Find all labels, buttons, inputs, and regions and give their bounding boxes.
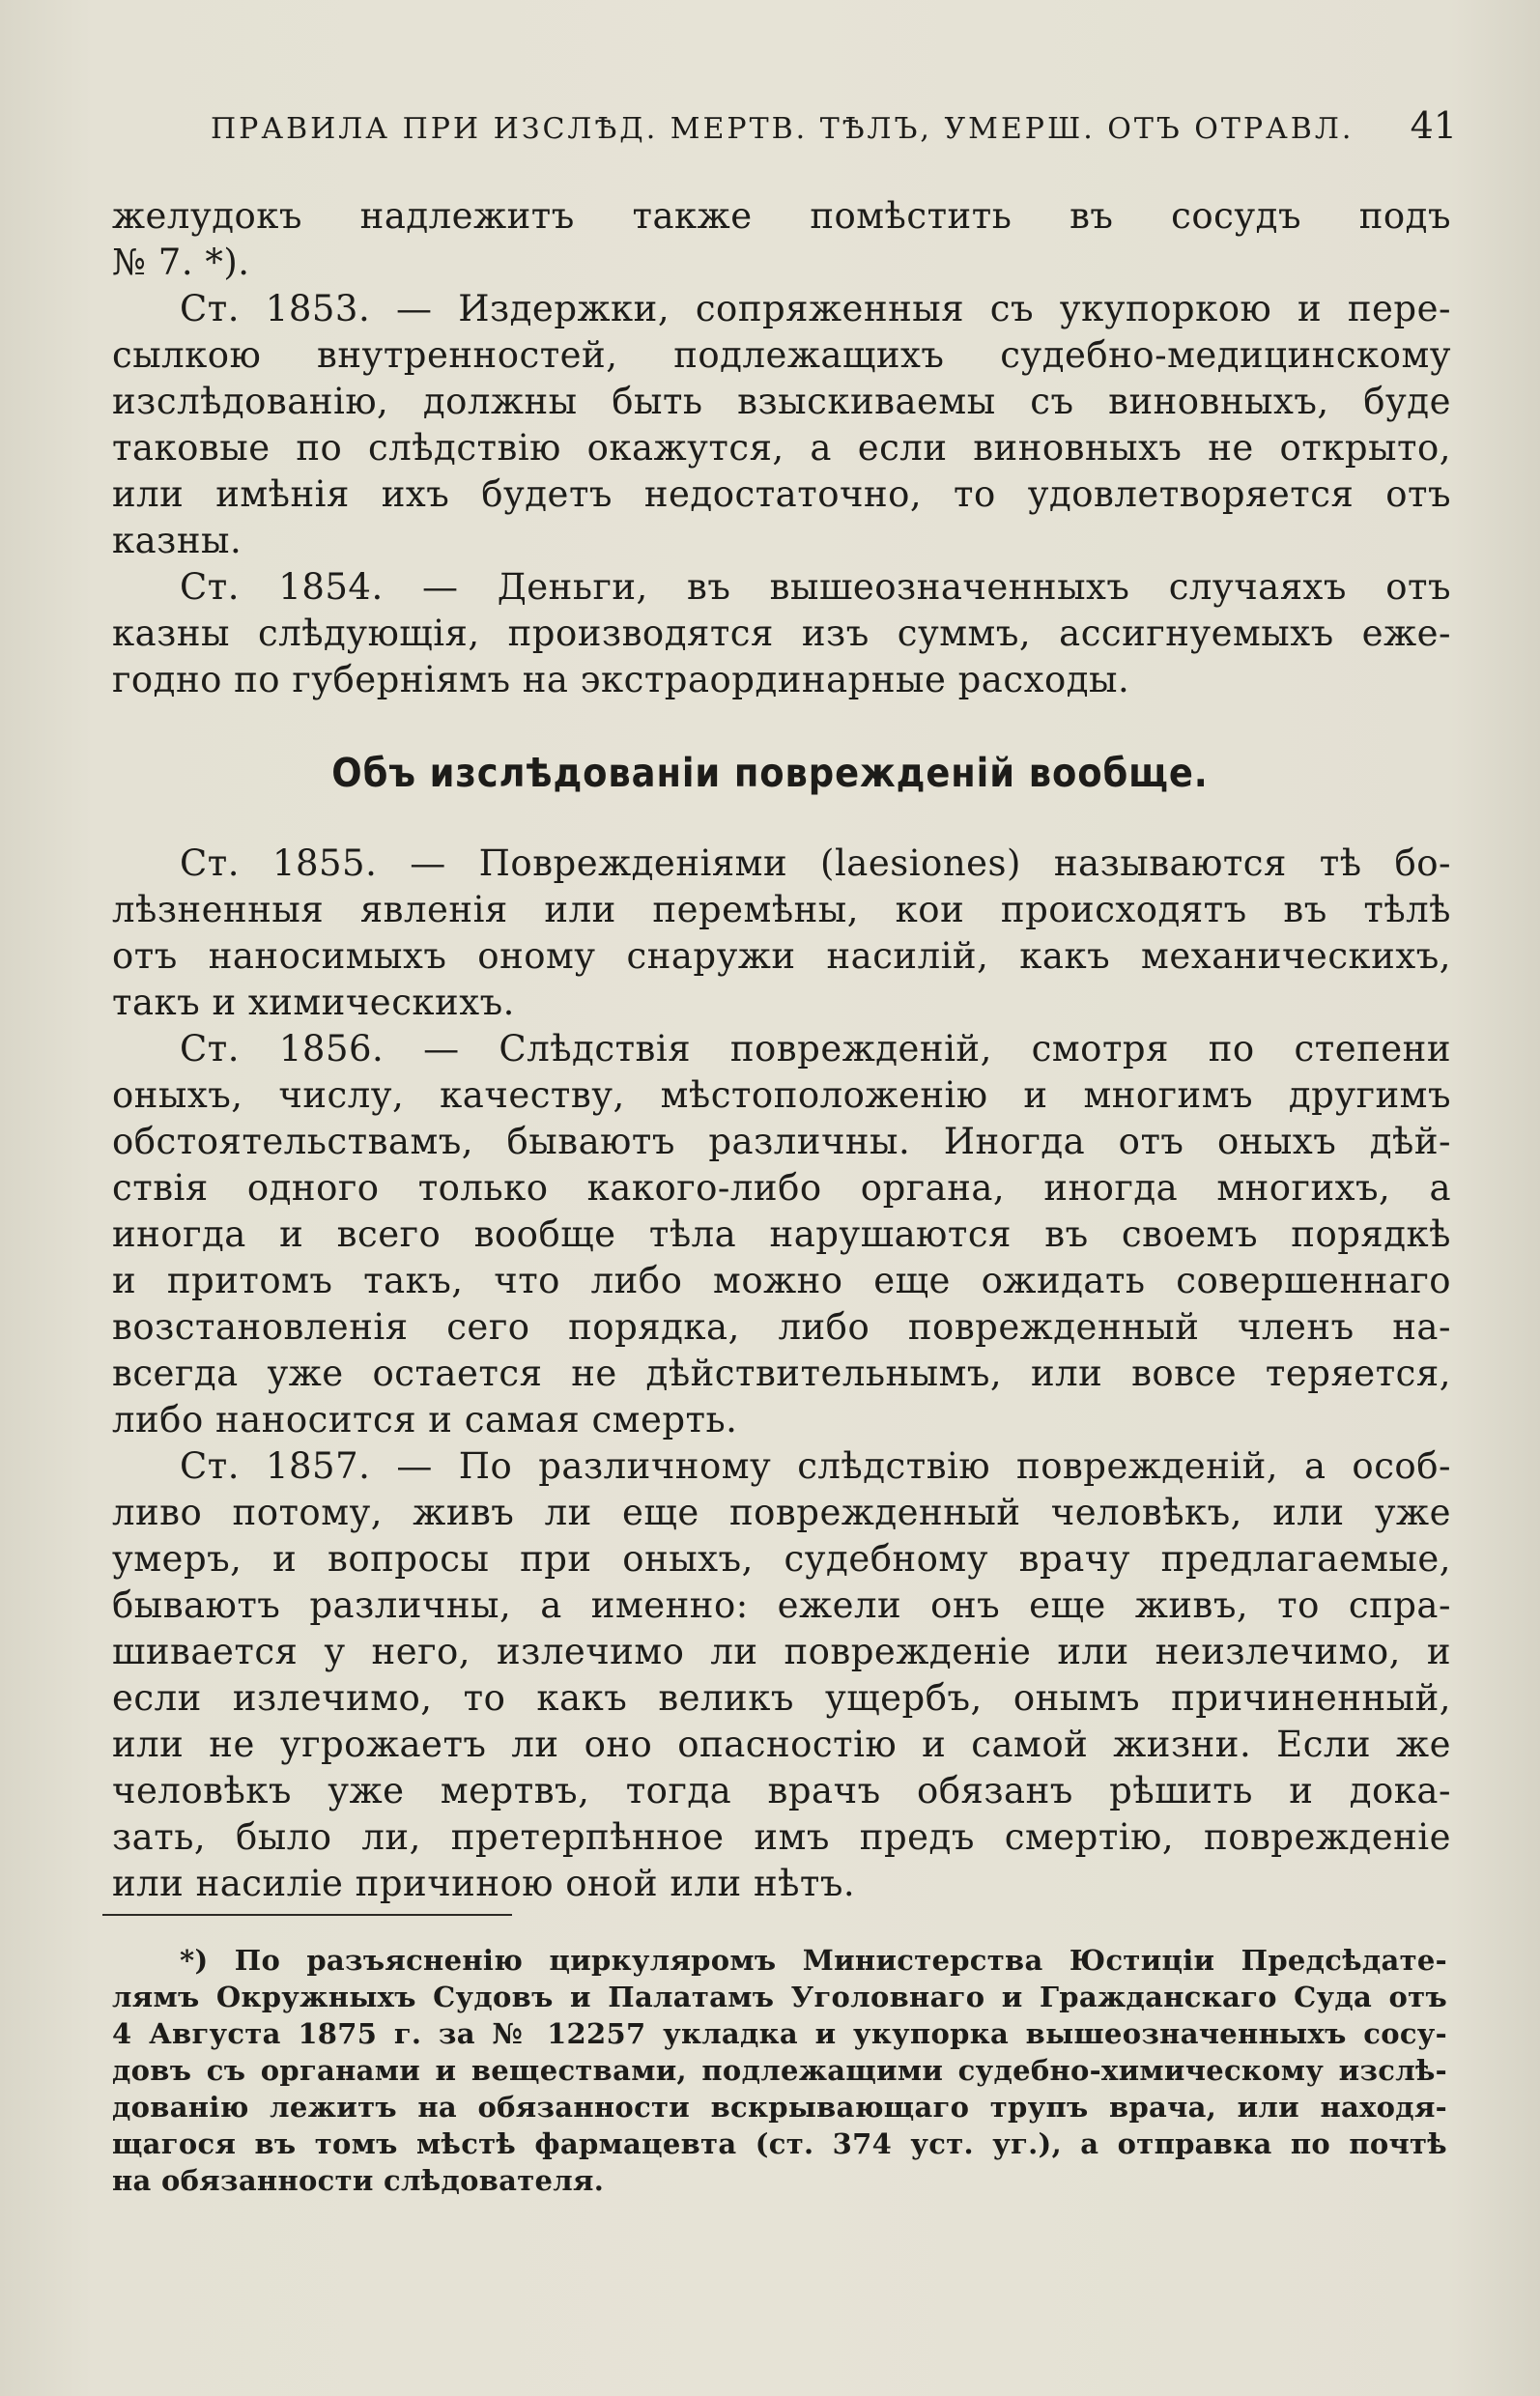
text-line: казны. bbox=[112, 520, 242, 561]
footnote-line: *) По разъясненію циркуляромъ Министерства Юстиціи Предсѣдате- bbox=[180, 1944, 1447, 1977]
footnote-line: довъ съ органами и веществами, подлежащими судебно-химическому изслѣ- bbox=[112, 2054, 1447, 2087]
running-title: ПРАВИЛА ПРИ ИЗСЛѢД. МЕРТВ. ТѢЛЪ, УМЕРШ. ОТЪ ОТРАВЛ. bbox=[211, 112, 1355, 146]
text-line: лѣзненныя явленія или перемѣны, кои происходятъ въ тѣлѣ bbox=[112, 889, 1451, 930]
text-line: казны слѣдующія, производятся изъ суммъ, ассигнуемыхъ еже- bbox=[112, 613, 1451, 654]
section-heading: Объ изслѣдованіи поврежденій вообще. bbox=[331, 750, 1209, 796]
text-line: шивается у него, излечимо ли поврежденіе или неизлечимо, и bbox=[112, 1631, 1451, 1672]
text-line: зать, было ли, претерпѣнное имъ предъ смертію, поврежденіе bbox=[112, 1816, 1451, 1858]
footnote-line: 4 Августа 1875 г. за № 12257 укладка и укупорка вышеозначенныхъ сосу- bbox=[112, 2017, 1447, 2050]
footnote-line: дованію лежитъ на обязанности вскрывающаго трупъ врача, или находя- bbox=[112, 2091, 1447, 2124]
text-line: № 7. *). bbox=[112, 242, 250, 283]
text-line: изслѣдованію, должны быть взыскиваемы съ виновныхъ, буде bbox=[112, 381, 1451, 422]
text-line: желудокъ надлежитъ также помѣстить въ сосудъ подъ bbox=[112, 195, 1451, 237]
text-line: ливо потому, живъ ли еще поврежденный человѣкъ, или уже bbox=[112, 1492, 1451, 1533]
top-text-block bbox=[112, 193, 1451, 703]
article-1855-start: Ст. 1855. — Поврежденіями (laesiones) называются тѣ бо- bbox=[180, 842, 1451, 884]
article-1854-start: Ст. 1854. — Деньги, въ вышеозначенныхъ случаяхъ отъ bbox=[180, 566, 1451, 608]
text-line: и притомъ такъ, что либо можно еще ожидать совершеннаго bbox=[112, 1260, 1451, 1301]
text-line: если излечимо, то какъ великъ ущербъ, онымъ причиненный, bbox=[112, 1677, 1451, 1719]
footnote-line: на обязанности слѣдователя. bbox=[112, 2164, 605, 2197]
footnote-separator bbox=[102, 1914, 512, 1916]
text-line: или насиліе причиною оной или нѣтъ. bbox=[112, 1863, 856, 1904]
text-line: человѣкъ уже мертвъ, тогда врачъ обязанъ рѣшить и дока- bbox=[112, 1770, 1451, 1811]
text-line: либо наносится и самая смерть. bbox=[112, 1399, 738, 1440]
text-line: или не угрожаетъ ли оно опасностію и самой жизни. Если же bbox=[112, 1724, 1451, 1765]
text-line: таковые по слѣдствію окажутся, а если виновныхъ не открыто, bbox=[112, 427, 1451, 469]
article-1856-start: Ст. 1856. — Слѣдствія поврежденій, смотря по степени bbox=[180, 1028, 1451, 1070]
page-header bbox=[211, 104, 1457, 162]
footnote-line: лямъ Окружныхъ Судовъ и Палатамъ Уголовнаго и Гражданскаго Суда отъ bbox=[112, 1981, 1447, 2013]
footnote bbox=[112, 1942, 1447, 2199]
main-text-block bbox=[112, 841, 1451, 1907]
text-line: обстоятельствамъ, бываютъ различны. Иногда отъ оныхъ дѣй- bbox=[112, 1121, 1451, 1162]
text-line: оныхъ, числу, качеству, мѣстоположенію и многимъ другимъ bbox=[112, 1074, 1451, 1116]
text-line: сылкою внутренностей, подлежащихъ судебно-медицинскому bbox=[112, 334, 1451, 376]
text-line: возстановленія сего порядка, либо поврежденный членъ на- bbox=[112, 1306, 1451, 1348]
text-line: годно по губерніямъ на экстраординарные расходы. bbox=[112, 659, 1130, 700]
text-line: умеръ, и вопросы при оныхъ, судебному врачу предлагаемые, bbox=[112, 1538, 1451, 1580]
text-line: всегда уже остается не дѣйствительнымъ, или вовсе теряется, bbox=[112, 1353, 1451, 1394]
text-line: иногда и всего вообще тѣла нарушаются въ своемъ порядкѣ bbox=[112, 1213, 1451, 1255]
text-line: бываютъ различны, а именно: ежели онъ еще живъ, то спра- bbox=[112, 1584, 1451, 1626]
footnote-line: щагося въ томъ мѣстѣ фармацевта (ст. 374 уст. уг.), а отправка по почтѣ bbox=[112, 2127, 1447, 2160]
article-1853-start: Ст. 1853. — Издержки, сопряженныя съ укупоркою и пере- bbox=[180, 288, 1451, 329]
text-line: или имѣнія ихъ будетъ недостаточно, то удовлетворяется отъ bbox=[112, 473, 1451, 515]
text-line: ствія одного только какого-либо органа, иногда многихъ, а bbox=[112, 1167, 1451, 1209]
page-number: 41 bbox=[1410, 104, 1457, 147]
article-1857-start: Ст. 1857. — По различному слѣдствію поврежденій, а особ- bbox=[180, 1445, 1451, 1487]
text-line: такъ и химическихъ. bbox=[112, 982, 515, 1023]
text-line: отъ наносимыхъ оному снаружи насилій, какъ механическихъ, bbox=[112, 935, 1451, 977]
